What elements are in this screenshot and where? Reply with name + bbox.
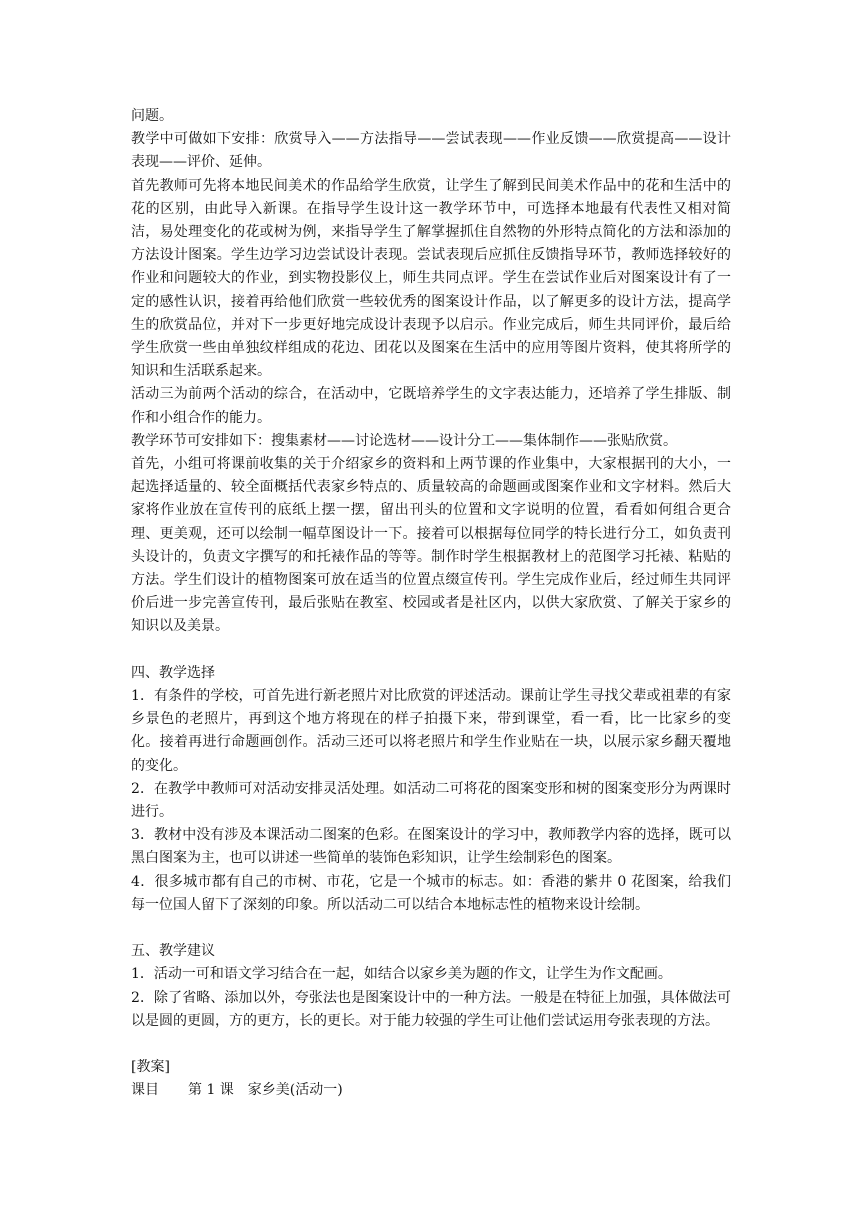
blank-line: [131, 1033, 731, 1056]
blank-line: [131, 639, 731, 662]
list-item-choice-4: 4．很多城市都有自己的市树、市花，它是一个城市的标志。如：香港的紫井 0 花图案，给我们每一位国人留下了深刻的印象。所以活动二可以结合本地标志性的植物来设计绘制。: [131, 873, 731, 913]
list-item-choice-1: 1．有条件的学校，可首先进行新老照片对比欣赏的评述活动。课前让学生寻找父辈或祖辈的有家乡景色的老照片，再到这个地方将现在的样子拍摄下来，带到课堂，看一看，比一比家乡的变化。接着再进行命题画创作。活动三还可以将老照片和学生作业贴在一块，以展示家乡翻天覆地的变化。: [131, 688, 731, 774]
list-item-choice-3: 3．教材中没有涉及本课活动二图案的色彩。在图案设计的学习中，教师教学内容的选择，既可以黑白图案为主，也可以讲述一些简单的装饰色彩知识，让学生绘制彩色的图案。: [131, 827, 731, 867]
list-item-suggestion-2: 2．除了省略、添加以外，夸张法也是图案设计中的一种方法。一般是在特征上加强，具体做法可以是圆的更圆，方的更方，长的更长。对于能力较强的学生可让他们尝试运用夸张表现的方法。: [131, 989, 731, 1029]
subject-value: 第 1 课 家乡美(活动一): [188, 1082, 343, 1099]
paragraph-first-teaching: 首先教师可先将本地民间美术的作品给学生欣赏，让学生了解到民间美术作品中的花和生活中的花的区别，由此导入新课。在指导学生设计这一教学环节中，可选择本地最有代表性又相对简洁，易处理变化的花或树为例，来指导学生了解掌握抓住自然物的外形特点简化的方法和添加的方法设计图案。学生边学习边尝试设计表现。尝试表现后应抓住反馈指导环节，教师选择较好的作业和问题较大的作业，到实物投影仪上，师生共同点评。学生在尝试作业后对图案设计有了一定的感性认识，接着再给他们欣赏一些较优秀的图案设计作品，以了解更多的设计方法，提高学生的欣赏品位，并对下一步更好地完成设计表现予以启示。作业完成后，师生共同评价，最后给学生欣赏一些由单独纹样组成的花边、团花以及图案在生活中的应用等图片资料，使其将所学的知识和生活联系起来。: [131, 177, 731, 380]
subject-label: 课目: [131, 1082, 159, 1099]
lesson-plan-tag: [教案]: [131, 1059, 170, 1076]
paragraph-arrangement: 教学中可做如下安排：欣赏导入——方法指导——尝试表现——作业反馈——欣赏提高——设计表现——评价、延伸。: [131, 131, 731, 171]
paragraph-group-work: 首先，小组可将课前收集的关于介绍家乡的资料和上两节课的作业集中，大家根据刊的大小，一起选择适量的、较全面概括代表家乡特点的、质量较高的命题画或图案作业和文字材料。然后大家将作业放在宣传刊的底纸上摆一摆，留出刊头的位置和文字说明的位置，看看如何组合更合理、更美观，还可以绘制一幅草图设计一下。接着可以根据每位同学的特长进行分工，如负责刊头设计的，负责文字撰写的和托裱作品的等等。制作时学生根据教材上的范图学习托裱、粘贴的方法。学生们设计的植物图案可放在适当的位置点缀宣传刊。学生完成作业后，经过师生共同评价后进一步完善宣传刊，最后张贴在教室、校园或者是社区内，以供大家欣赏、了解关于家乡的知识以及美景。: [131, 456, 731, 635]
document-page: [131, 105, 731, 1103]
paragraph-problem: 问题。: [131, 108, 173, 124]
list-item-choice-2: 2．在教学中教师可对活动安排灵活处理。如活动二可将花的图案变形和树的图案变形分为两课时进行。: [131, 780, 731, 821]
paragraph-teaching-steps: 教学环节可安排如下：搜集素材——讨论选材——设计分工——集体制作——张贴欣赏。: [131, 432, 677, 449]
blank-line: [131, 917, 731, 940]
subject-row: [131, 1079, 731, 1102]
section-heading-teaching-choice: 四、教学选择: [131, 664, 215, 681]
paragraph-activity-three: 活动三为前两个活动的综合，在活动中，它既培养学生的文字表达能力，还培养了学生排版、制作和小组合作的能力。: [131, 386, 731, 426]
section-heading-teaching-suggestion: 五、教学建议: [131, 943, 215, 960]
list-item-suggestion-1: 1．活动一可和语文学习结合在一起，如结合以家乡美为题的作文，让学生为作文配画。: [131, 966, 672, 983]
